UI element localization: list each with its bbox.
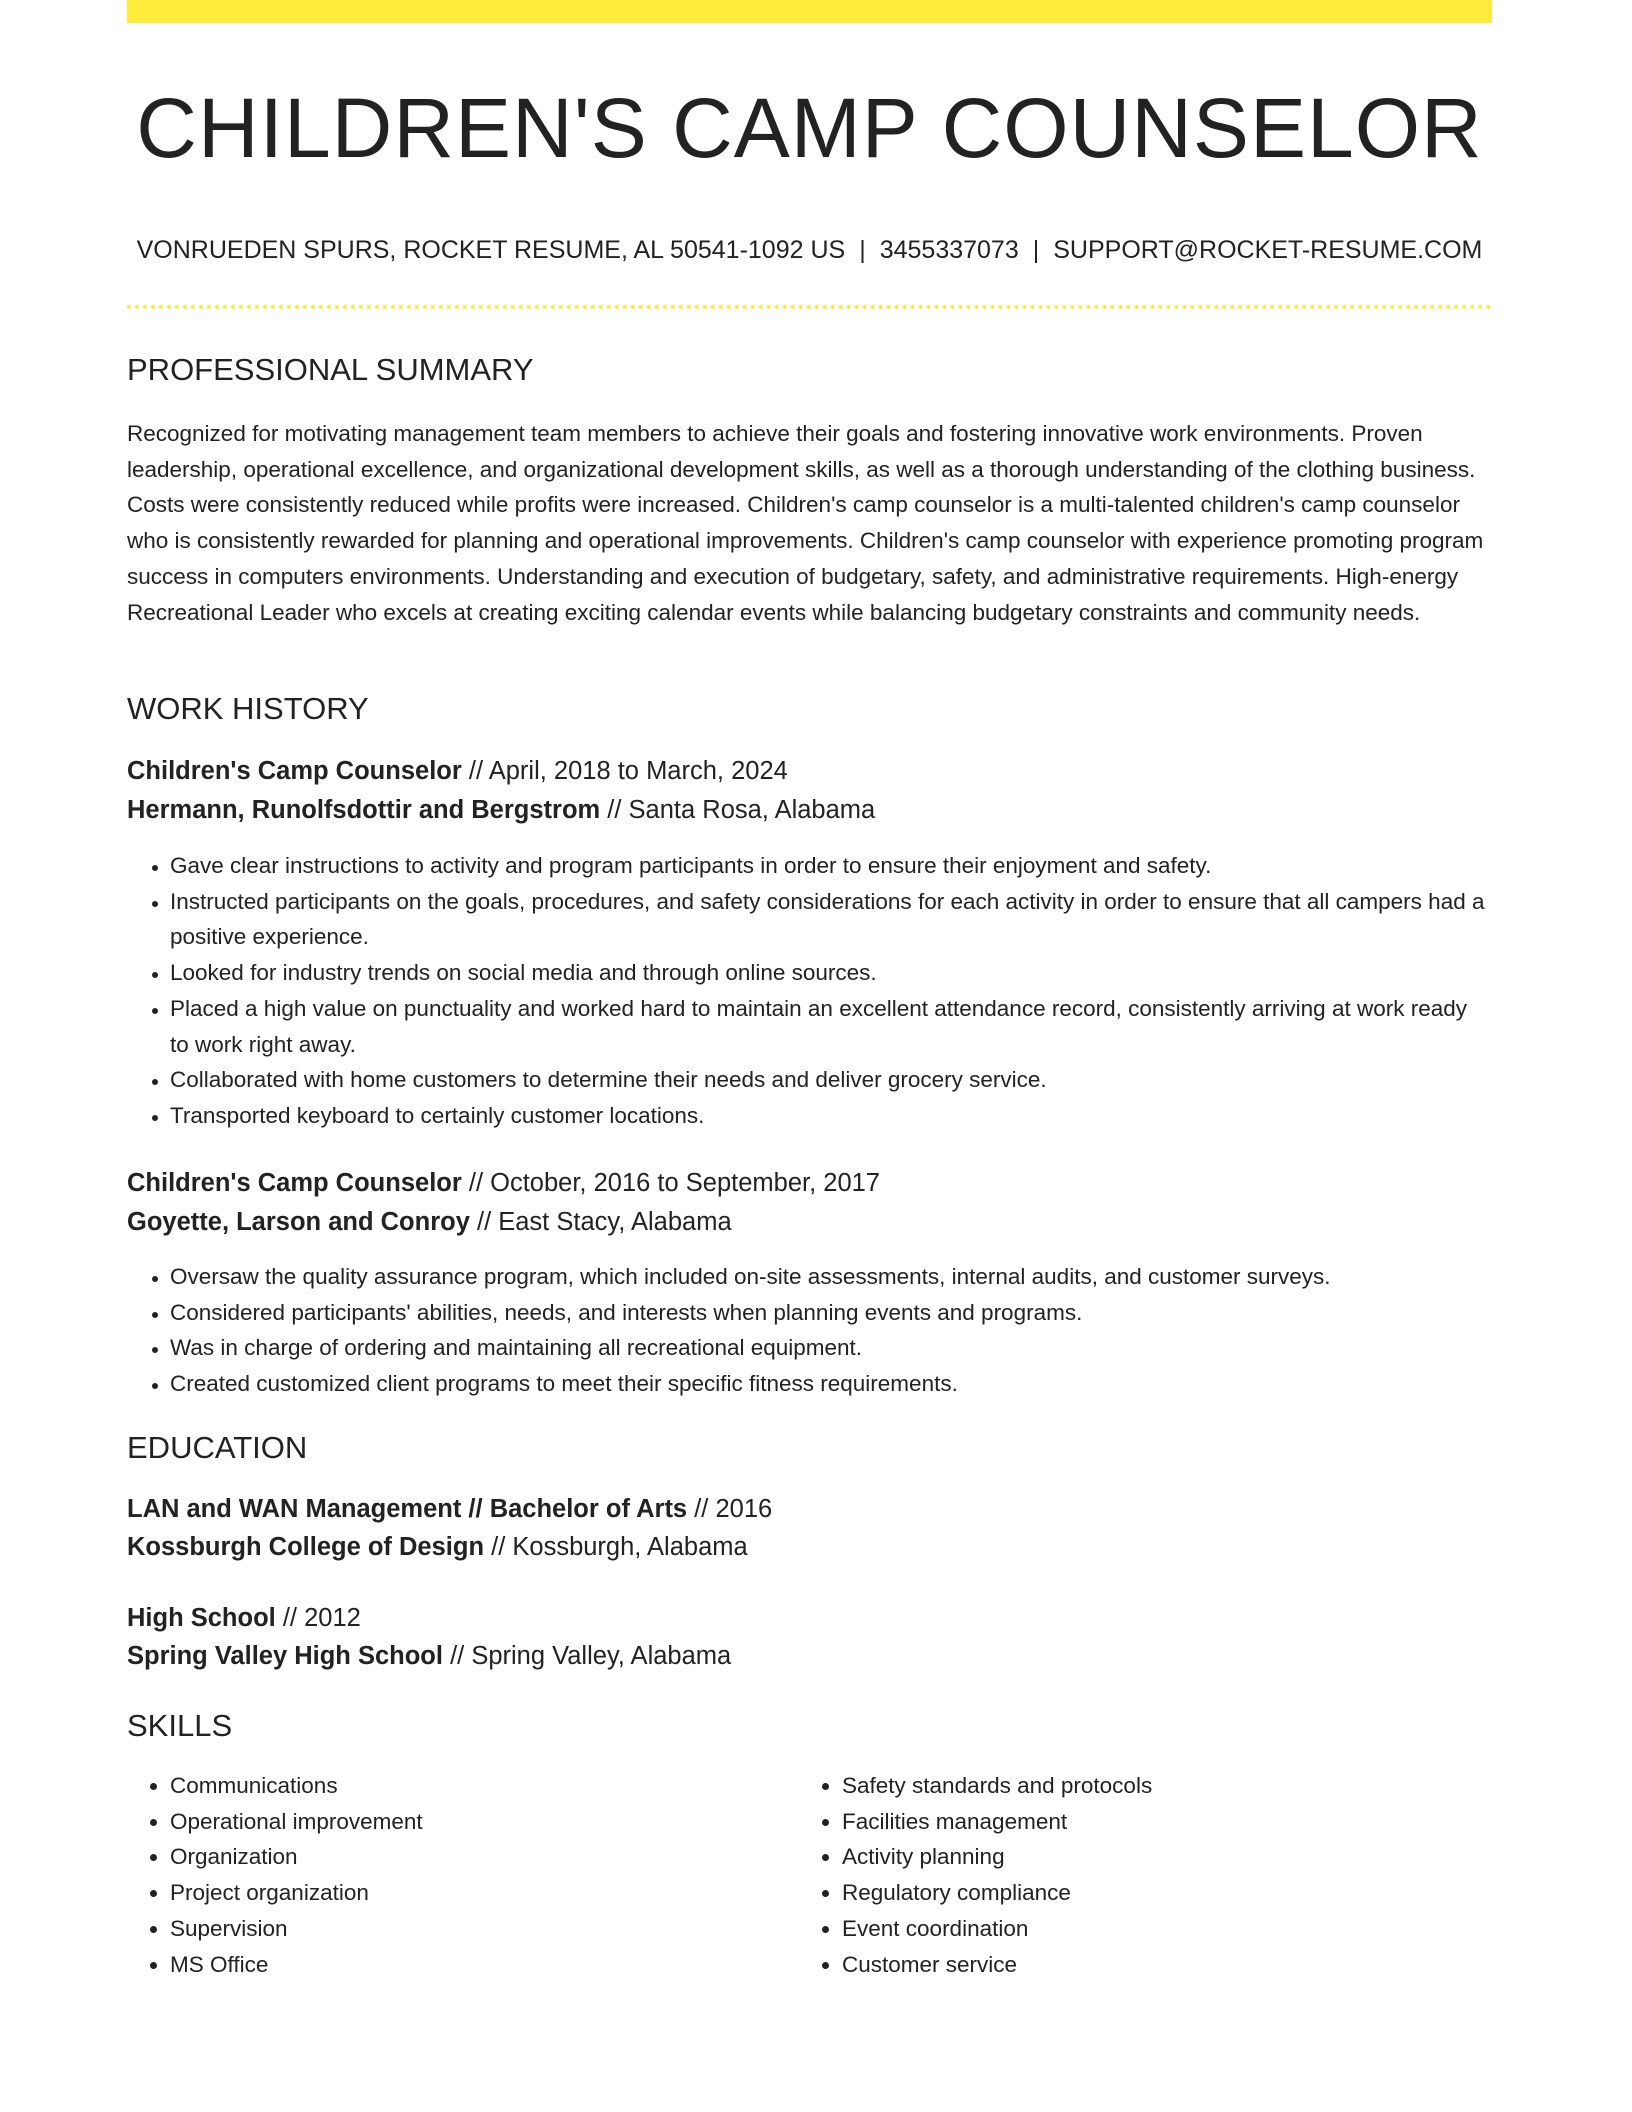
job-company: Hermann, Runolfsdottir and Bergstrom	[127, 796, 601, 824]
job-dates: // October, 2016 to September, 2017	[468, 1169, 880, 1197]
job-title-line	[127, 1169, 880, 1198]
contact-address: VONRUEDEN SPURS, ROCKET RESUME, AL 50541-1092 US	[136, 236, 846, 264]
job-bullet-list	[127, 848, 1492, 1134]
job-location: // Santa Rosa, Alabama	[607, 796, 876, 824]
education-school-line	[127, 1642, 731, 1671]
job-title-line	[127, 757, 788, 786]
skill-item: • Communications	[170, 1768, 770, 1804]
education-year: // 2012	[282, 1604, 361, 1632]
education-degree: High School	[127, 1604, 276, 1632]
education-heading: EDUCATION	[127, 1430, 308, 1465]
job-company: Goyette, Larson and Conroy	[127, 1208, 470, 1236]
education-location: // Spring Valley, Alabama	[450, 1642, 732, 1670]
education-school: Spring Valley High School	[127, 1642, 443, 1670]
job-title: Children's Camp Counselor	[127, 757, 462, 785]
contact-line	[127, 236, 1492, 265]
skill-item: • Supervision	[170, 1911, 770, 1947]
job-dates: // April, 2018 to March, 2024	[468, 757, 788, 785]
education-school: Kossburgh College of Design	[127, 1533, 485, 1561]
contact-separator: |	[859, 236, 866, 264]
list-item: • Created customized client programs to meet their specific fitness requirements.	[170, 1366, 1492, 1402]
job-company-line	[127, 1208, 732, 1237]
list-item: • Placed a high value on punctuality and worked hard to maintain an excellent attendance record, consistently arriving at work ready to work right away.	[170, 991, 1492, 1062]
skill-item: • Customer service	[842, 1947, 1442, 1983]
list-item: • Collaborated with home customers to determine their needs and deliver grocery service.	[170, 1062, 1492, 1098]
skill-item: • Regulatory compliance	[842, 1875, 1442, 1911]
education-degree: LAN and WAN Management // Bachelor of Arts	[127, 1495, 688, 1523]
list-item: • Gave clear instructions to activity and program participants in order to ensure their enjoyment and safety.	[170, 848, 1492, 884]
list-item: • Was in charge of ordering and maintaining all recreational equipment.	[170, 1330, 1492, 1366]
skill-item: • Project organization	[170, 1875, 770, 1911]
skill-item: • Facilities management	[842, 1804, 1442, 1840]
job-title: Children's Camp Counselor	[127, 1169, 462, 1197]
job-bullet-list	[127, 1259, 1492, 1402]
skill-item: • Safety standards and protocols	[842, 1768, 1442, 1804]
education-degree-line	[127, 1495, 772, 1524]
skills-heading: SKILLS	[127, 1708, 233, 1743]
contact-email: SUPPORT@ROCKET-RESUME.COM	[1053, 236, 1483, 264]
header-divider	[127, 305, 1492, 309]
education-location: // Kossburgh, Alabama	[491, 1533, 748, 1561]
summary-heading: PROFESSIONAL SUMMARY	[127, 352, 534, 387]
skill-item: • Event coordination	[842, 1911, 1442, 1947]
top-accent-bar	[127, 0, 1492, 23]
skill-item: • Organization	[170, 1839, 770, 1875]
work-history-heading: WORK HISTORY	[127, 691, 369, 726]
skill-item: • MS Office	[170, 1947, 770, 1983]
summary-text: Recognized for motivating management team members to achieve their goals and fostering innovative work environments. Proven leadership, operational excellence, and organizational development skills, as well as a thorough understanding of the clothing business. Costs were consistently reduced while profits were increased. Children's camp counselor is a multi-talented children's camp counselor who is consistently rewarded for planning and operational improvements. Children's camp counselor with experience promoting program success in computers environments. Understanding and execution of budgetary, safety, and administrative requirements. High-energy Recreational Leader who excels at creating exciting calendar events while balancing budgetary constraints and community needs.	[127, 421, 1484, 625]
list-item: • Considered participants' abilities, needs, and interests when planning events and programs.	[170, 1295, 1492, 1331]
job-location: // East Stacy, Alabama	[476, 1208, 732, 1236]
list-item: • Instructed participants on the goals, procedures, and safety considerations for each activity in order to ensure that all campers had a positive experience.	[170, 884, 1492, 955]
skill-item: • Operational improvement	[170, 1804, 770, 1840]
job-company-line	[127, 796, 875, 825]
skills-list-left	[127, 1768, 770, 1982]
contact-separator: |	[1032, 236, 1040, 264]
list-item: • Oversaw the quality assurance program, which included on-site assessments, internal audits, and customer surveys.	[170, 1259, 1492, 1295]
list-item: • Looked for industry trends on social media and through online sources.	[170, 955, 1492, 991]
skills-list-right	[799, 1768, 1442, 1982]
contact-phone: 3455337073	[879, 236, 1019, 264]
education-degree-line	[127, 1604, 361, 1633]
page-title: CHILDREN'S CAMP COUNSELOR	[136, 81, 1483, 175]
education-year: // 2016	[694, 1495, 773, 1523]
education-school-line	[127, 1533, 748, 1562]
skill-item: • Activity planning	[842, 1839, 1442, 1875]
list-item: • Transported keyboard to certainly customer locations.	[170, 1098, 1492, 1134]
